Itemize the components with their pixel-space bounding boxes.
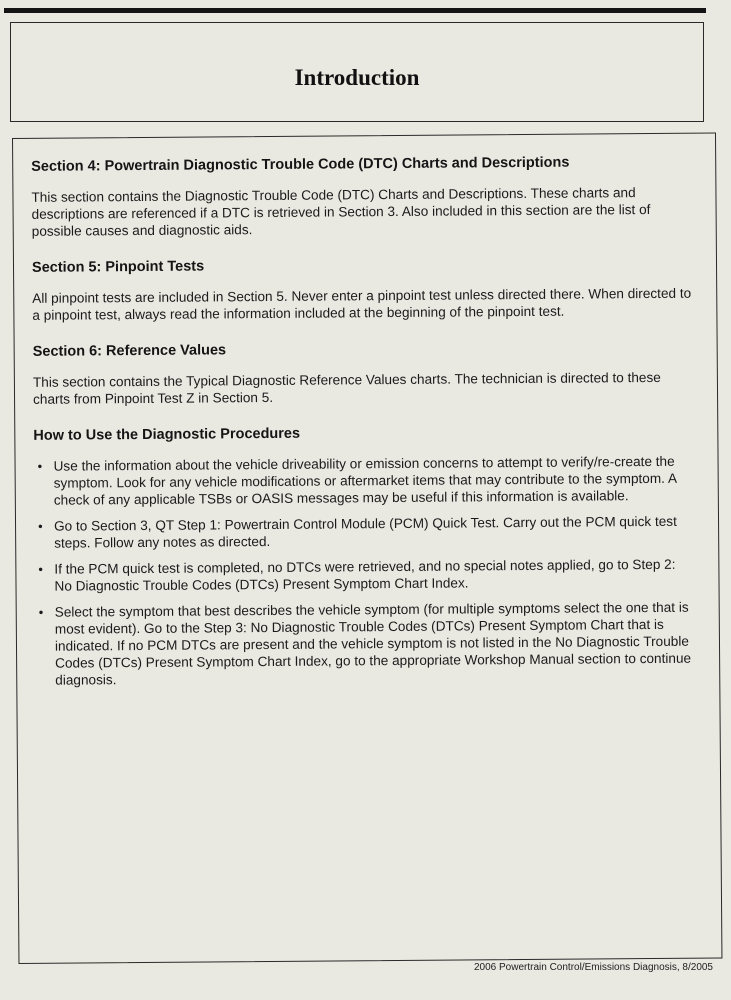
list-item [34,453,696,509]
list-item-text: Go to Section 3, QT Step 1: Powertrain Control Module (PCM) Quick Test. Carry out the PCM quick test steps. Follow any notes as directed. [53,513,677,551]
procedures-section [33,423,697,689]
top-rule [4,8,706,13]
list-item-text: Select the symptom that best describes the vehicle symptom (for multiple symptoms select the one that is most evident). Go to the Step 3: No Diagnostic Trouble Codes (DTCs) Present Symptom Chart that is indicated. If no PCM DTCs are present and the vehicle symptom is not listed in the No Diagnostic Trouble Codes (DTCs) Present Symptom Chart Index, go to the appropriate Workshop Manual section to continue diagnosis. [54,599,692,688]
bullet-icon: • [38,561,44,577]
section-5 [32,255,694,324]
procedures-heading: How to Use the Diagnostic Procedures [33,425,301,444]
section-4-body: This section contains the Diagnostic Trouble Code (DTC) Charts and Descriptions. These charts and descriptions are referenced if a DTC is retrieved in Section 3. Also included in this section are the list of possible causes and diagnostic aids. [31,185,651,239]
procedures-list [34,453,698,689]
section-4 [31,154,694,240]
page-footer: 2006 Powertrain Control/Emissions Diagnosis, 8/2005 [473,962,713,973]
bullet-icon: • [37,458,43,474]
section-4-heading: Section 4: Powertrain Diagnostic Trouble Code (DTC) Charts and Descriptions [31,154,570,175]
page-title: Introduction [294,65,420,90]
list-item [34,513,696,552]
list-item-text: Use the information about the vehicle driveability or emission concerns to attempt to verify/re-create the symptom. Look for any vehicle modifications or aftermarket items that may contribute to the symptom. A check of any applicable TSBs or OASIS messages may be useful if this information is available. [53,453,677,508]
bullet-icon: • [38,604,44,620]
list-item [34,556,696,595]
section-6-heading: Section 6: Reference Values [32,342,227,360]
list-item-text: If the PCM quick test is completed, no DTCs were retrieved, and no special notes applied, go to Step 2: No Diagnostic Trouble Codes (DTCs) Present Symptom Chart Index. [54,556,676,594]
section-5-heading: Section 5: Pinpoint Tests [31,258,205,276]
bullet-icon: • [37,518,43,534]
section-5-body: All pinpoint tests are included in Section 5. Never enter a pinpoint test unless directed there. When directed to a pinpoint test, always read the information included at the beginning of the pinpoint test. [32,285,692,323]
content-box [12,132,722,964]
section-6 [33,339,695,408]
list-item [35,599,698,689]
title-box [10,22,704,122]
section-6-body: This section contains the Typical Diagnostic Reference Values charts. The technician is directed to these charts from Pinpoint Test Z in Section 5. [32,369,661,407]
